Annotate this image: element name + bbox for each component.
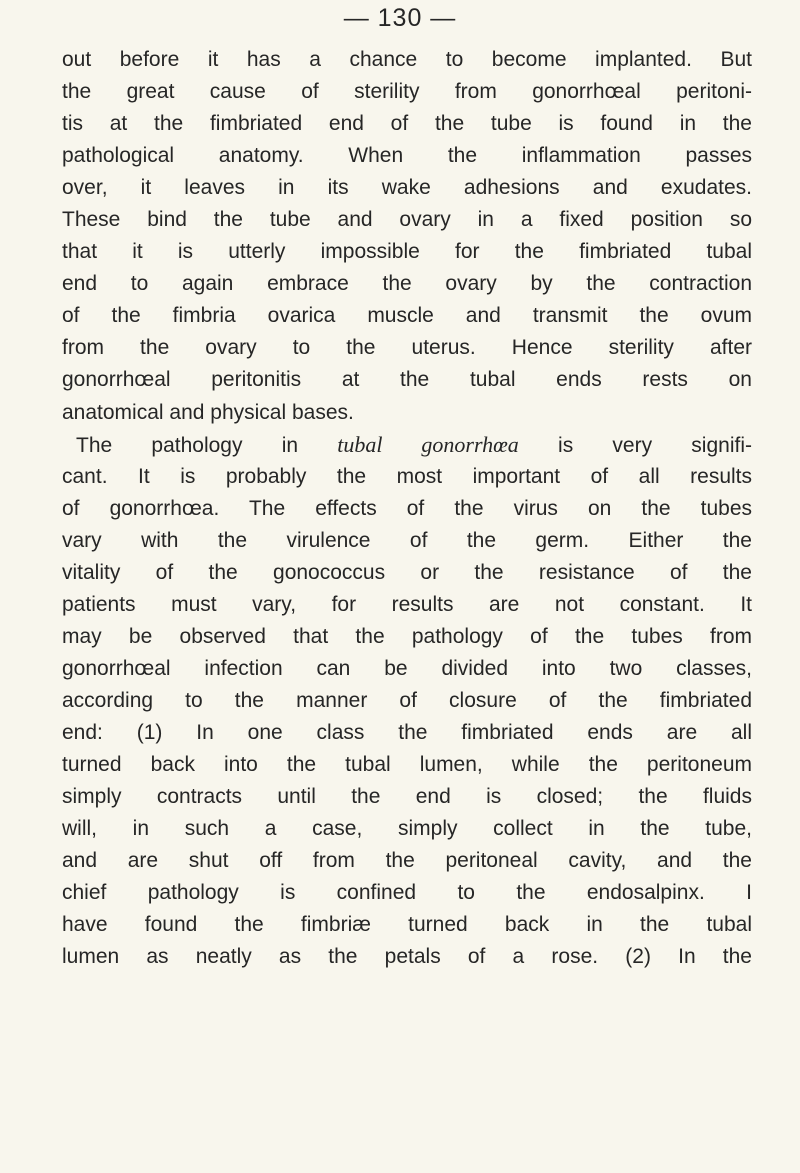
text-line: pathological anatomy. When the inflammation passes (62, 144, 752, 168)
text-line: lumen as neatly as the petals of a rose. (2) In the (62, 945, 752, 969)
text-line: gonorrhœal infection can be divided into two classes, (62, 656, 752, 680)
text-line: may be observed that the pathology of the tubes from (62, 624, 752, 648)
text-line: of the fimbria ovarica muscle and transmit the ovum (62, 304, 752, 328)
text-line: chief pathology is confined to the endosalpinx. I (62, 881, 752, 905)
text-line: according to the manner of closure of the fimbriated (62, 688, 752, 712)
text-line: out before it has a chance to become implanted. But (62, 48, 752, 71)
text-line: from the ovary to the uterus. Hence sterility after (62, 336, 752, 360)
text-line: turned back into the tubal lumen, while the peritoneum (62, 753, 752, 777)
text-line: These bind the tube and ovary in a fixed position so (62, 208, 752, 232)
text-line: end to again embrace the ovary by the contraction (62, 272, 752, 296)
text-line: cant. It is probably the most important of all results (62, 464, 752, 488)
text-line: tis at the fimbriated end of the tube is found in the (62, 112, 752, 136)
italic-term: tubal gonorrhœa (337, 431, 519, 457)
text-line: have found the fimbriæ turned back in the tubal (62, 913, 752, 937)
text-line (62, 429, 752, 461)
page-number: — 130 — (343, 4, 457, 32)
text-segment: The pathology in (76, 433, 338, 457)
text-line: simply contracts until the end is closed; the fluids (62, 785, 752, 809)
text-line: of gonorrhœa. The effects of the virus on the tubes (62, 496, 752, 520)
text-line: over, it leaves in its wake adhesions and exudates. (62, 176, 752, 200)
body-text (62, 44, 752, 973)
text-line: will, in such a case, simply collect in the tube, (62, 817, 752, 841)
text-line: anatomical and physical bases. (62, 400, 354, 424)
text-line: and are shut off from the peritoneal cavity, and the (62, 849, 752, 873)
text-line: that it is utterly impossible for the fimbriated tubal (62, 240, 752, 264)
text-line: the great cause of sterility from gonorrhœal peritoni- (62, 80, 752, 104)
text-line: patients must vary, for results are not constant. It (62, 592, 752, 616)
text-line: gonorrhœal peritonitis at the tubal ends rests on (62, 368, 752, 392)
text-line: end: (1) In one class the fimbriated ends are all (62, 720, 752, 744)
text-line: vary with the virulence of the germ. Either the (62, 528, 752, 552)
text-segment: is very signifi- (518, 433, 752, 457)
text-line: vitality of the gonococcus or the resistance of the (62, 560, 752, 584)
